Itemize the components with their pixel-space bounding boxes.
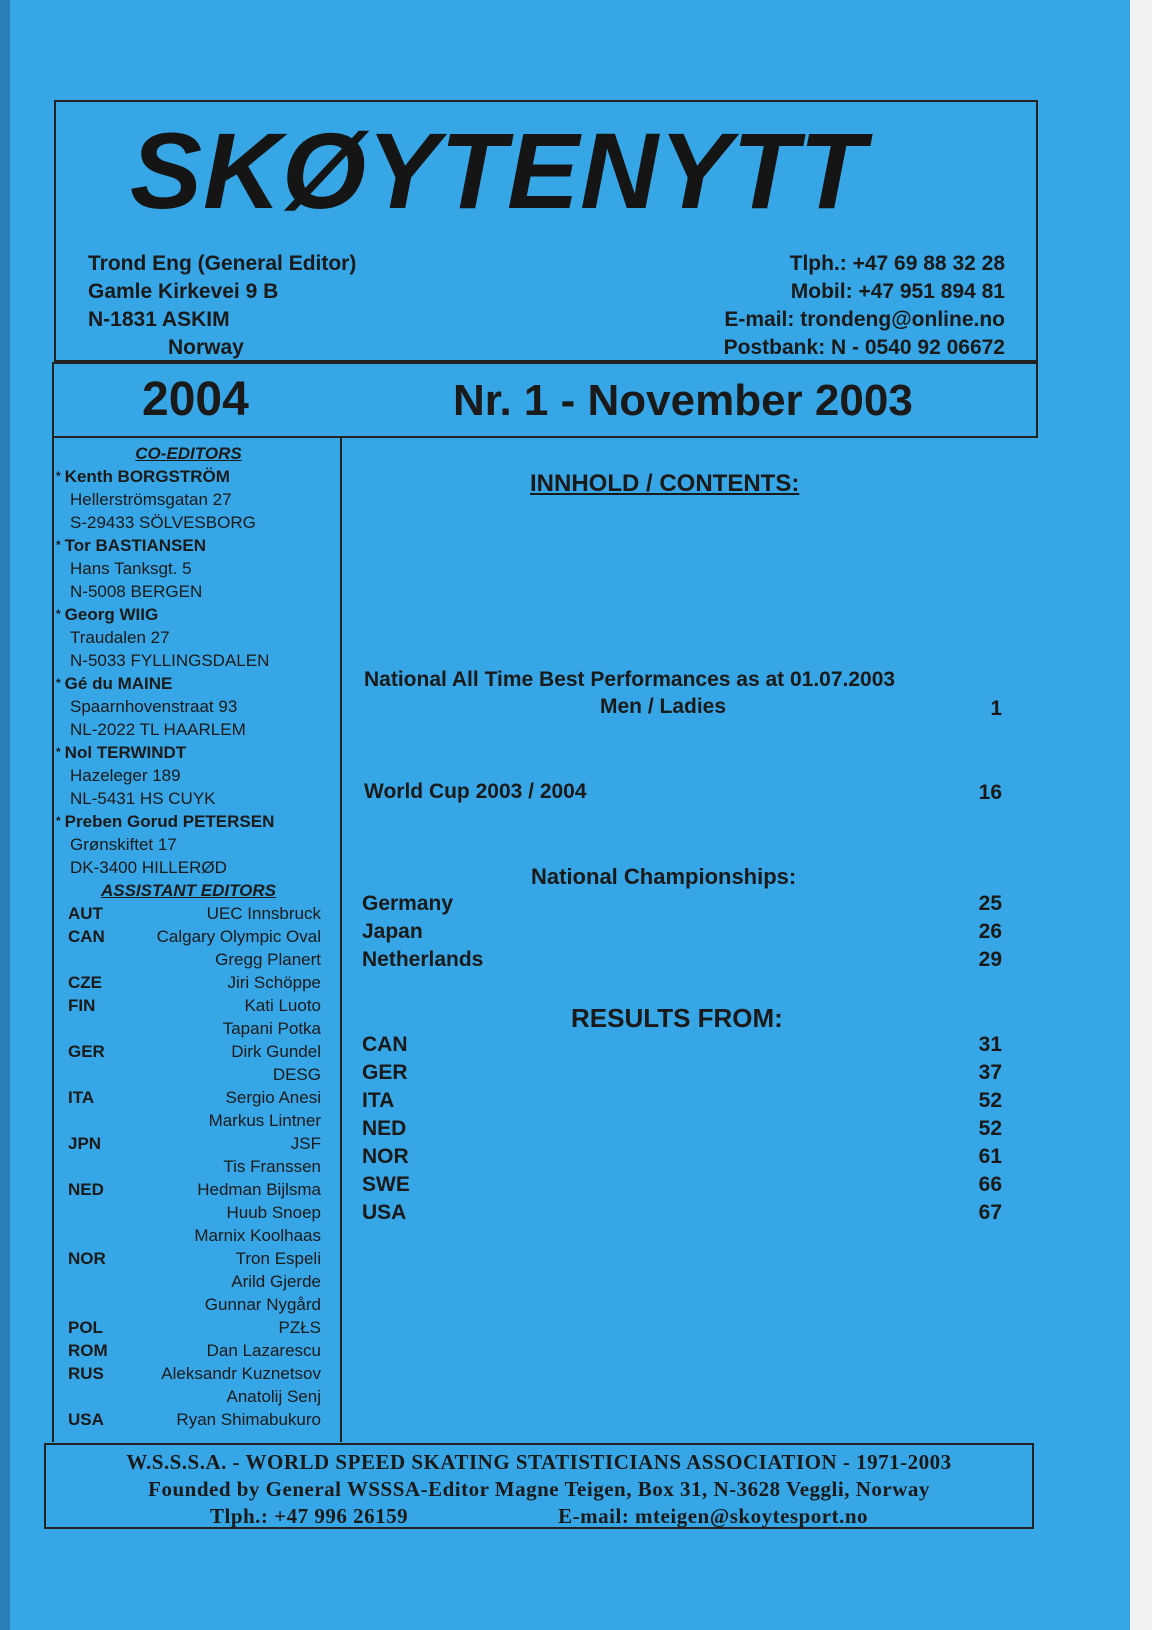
co-editor-city: S-29433 SÖLVESBORG [70, 513, 256, 532]
toc-page-number: 66 [978, 1173, 1002, 1196]
assistant-editor-name: Tis Franssen [223, 1157, 321, 1176]
assistant-editor-name: Ryan Shimabukuro [176, 1410, 321, 1429]
toc-page-number: 52 [978, 1117, 1002, 1140]
co-editor-street: Hellerströmsgatan 27 [70, 490, 232, 509]
editor-address [88, 250, 356, 362]
assistant-editor-row [56, 1247, 321, 1270]
co-editor-street: Hazeleger 189 [70, 766, 181, 785]
assistant-editor-row [56, 1063, 321, 1086]
assistant-editor-row [56, 1270, 321, 1293]
co-editor: * Georg WIIG Traudalen 27 N-5033 FYLLINGSDALEN [56, 603, 321, 672]
assistant-editor-name: Gregg Planert [215, 950, 321, 969]
co-editor-city: NL-2022 TL HAARLEM [70, 720, 246, 739]
assistant-editor-name: JSF [290, 1134, 321, 1153]
assistant-editor-name: Markus Lintner [208, 1111, 321, 1130]
assistant-editors-list [56, 902, 321, 1431]
co-editor: * Kenth BORGSTRÖM Hellerströmsgatan 27 S-29433 SÖLVESBORG [56, 465, 321, 534]
assistant-editor-name: DESG [272, 1065, 321, 1084]
assistant-editor-name: Aleksandr Kuznetsov [161, 1364, 321, 1383]
assistant-editor-name: Dan Lazarescu [206, 1341, 321, 1360]
assistant-editor-row [56, 902, 321, 925]
assistant-editor-name: Sergio Anesi [225, 1088, 321, 1107]
toc-label: Netherlands [362, 948, 484, 971]
toc-page-number: 61 [978, 1145, 1002, 1168]
assistant-editor-row [56, 1362, 321, 1385]
toc-page-number: 1 [990, 697, 1002, 720]
co-editor-street: Traudalen 27 [70, 628, 170, 647]
co-editor-city: N-5008 BERGEN [70, 582, 203, 601]
co-editor-name: Kenth BORGSTRÖM [64, 467, 230, 486]
toc-label: ITA [362, 1089, 395, 1112]
assistant-editor-row [56, 1155, 321, 1178]
toc-page-number: 25 [978, 892, 1002, 915]
country-code [56, 1385, 118, 1408]
toc-page-number: 16 [978, 781, 1002, 804]
co-editor-name: Nol TERWINDT [64, 743, 187, 762]
national-championships-heading: National Championships: [531, 864, 797, 889]
toc-row [362, 1145, 1002, 1173]
contact-postbank: Postbank: N - 0540 92 06672 [723, 336, 1005, 359]
co-editor-city: N-5033 FYLLINGSDALEN [70, 651, 270, 670]
co-editor-city: NL-5431 HS CUYK [70, 789, 216, 808]
country-code [56, 1155, 118, 1178]
country-code [56, 1224, 118, 1247]
assistant-editor-name: UEC Innsbruck [206, 904, 321, 923]
editor-street: Gamle Kirkevei 9 B [88, 280, 279, 303]
country-code: FIN [68, 996, 96, 1015]
country-code [56, 1293, 118, 1316]
assistant-editor-name: Jiri Schöppe [227, 973, 321, 992]
volume-year: 2004 [142, 373, 249, 426]
co-editors-heading: CO-EDITORS [135, 444, 242, 463]
co-editor-name: Preben Gorud PETERSEN [64, 812, 275, 831]
assistant-editor-row [56, 1109, 321, 1132]
toc-label: SWE [362, 1173, 410, 1196]
assistant-editor-name: Kati Luoto [244, 996, 321, 1015]
footer-founder: Founded by General WSSSA-Editor Magne Teigen, Box 31, N-3628 Veggli, Norway [148, 1477, 930, 1501]
editors-sidebar [56, 442, 321, 1431]
toc-page-number: 52 [978, 1089, 1002, 1112]
binding-edge [0, 0, 10, 1630]
footer-phone: Tlph.: +47 996 26159 [209, 1504, 409, 1528]
co-editor-street: Grønskiftet 17 [70, 835, 177, 854]
toc-row [362, 1033, 1002, 1061]
editor-name: Trond Eng (General Editor) [88, 252, 357, 275]
toc-page-number: 37 [978, 1061, 1002, 1084]
results-heading: RESULTS FROM: [571, 1003, 783, 1033]
assistant-editor-row [56, 1132, 321, 1155]
assistant-editor-row [56, 1201, 321, 1224]
assistant-editor-name: PZŁS [278, 1318, 321, 1337]
country-code: RUS [68, 1364, 104, 1383]
toc-row [362, 1173, 1002, 1201]
toc-label: NOR [362, 1145, 409, 1168]
assistant-editor-row [56, 925, 321, 948]
assistant-editor-name: Dirk Gundel [231, 1042, 321, 1061]
assistant-editor-name: Calgary Olympic Oval [156, 927, 321, 946]
country-code [56, 1063, 118, 1086]
assistant-editor-row [56, 1339, 321, 1362]
toc-entry-worldcup: World Cup 2003 / 2004 [364, 780, 587, 803]
assistant-editor-row [56, 1385, 321, 1408]
assistant-editor-name: Tron Espeli [235, 1249, 321, 1268]
toc-entry-atb-sub: Men / Ladies [600, 695, 727, 718]
toc-label: CAN [362, 1033, 408, 1056]
assistant-editor-name: Tapani Potka [222, 1019, 321, 1038]
co-editor: * Preben Gorud PETERSEN Grønskiftet 17 DK-3400 HILLERØD [56, 810, 321, 879]
country-code: POL [68, 1318, 103, 1337]
country-code: NOR [68, 1249, 106, 1268]
assistant-editor-name: Anatolij Senj [226, 1387, 321, 1406]
assistant-editor-name: Marnix Koolhaas [194, 1226, 321, 1245]
association-footer [44, 1449, 1034, 1530]
country-code [56, 1017, 118, 1040]
toc-row [362, 920, 1002, 948]
co-editor-street: Hans Tanksgt. 5 [70, 559, 192, 578]
footer-association: W.S.S.S.A. - WORLD SPEED SKATING STATISTICIANS ASSOCIATION - 1971-2003 [126, 1450, 952, 1474]
country-code [56, 1109, 118, 1132]
toc-row [362, 948, 1002, 976]
editor-city: N-1831 ASKIM [88, 308, 230, 331]
country-code [56, 1201, 118, 1224]
editor-contact [724, 250, 1005, 362]
country-code: CZE [68, 973, 102, 992]
toc-row [362, 892, 1002, 920]
country-code: AUT [68, 904, 103, 923]
contents-title: INNHOLD / CONTENTS: [530, 470, 800, 497]
toc-row [362, 1201, 1002, 1229]
assistant-editor-name: Arild Gjerde [231, 1272, 321, 1291]
footer-email: E-mail: mteigen@skoytesport.no [558, 1504, 868, 1528]
toc-page-number: 31 [978, 1033, 1002, 1056]
toc-label: NED [362, 1117, 407, 1140]
toc-row [362, 1061, 1002, 1089]
toc-row [362, 1117, 1002, 1145]
country-code: ITA [68, 1088, 95, 1107]
country-code: ROM [68, 1341, 108, 1360]
co-editor: * Tor BASTIANSEN Hans Tanksgt. 5 N-5008 BERGEN [56, 534, 321, 603]
masthead-title: SKØYTENYTT [130, 110, 867, 231]
co-editor: * Gé du MAINE Spaarnhovenstraat 93 NL-2022 TL HAARLEM [56, 672, 321, 741]
toc-label: USA [362, 1201, 407, 1224]
assistant-editor-row [56, 1224, 321, 1247]
assistant-editor-row [56, 1040, 321, 1063]
assistant-editor-name: Huub Snoep [226, 1203, 321, 1222]
assistant-editor-row [56, 1293, 321, 1316]
assistant-editor-row [56, 1316, 321, 1339]
country-code: USA [68, 1410, 104, 1429]
country-code: NED [68, 1180, 104, 1199]
toc-label: Germany [362, 892, 454, 915]
country-code [56, 1270, 118, 1293]
toc-page-number: 26 [978, 920, 1002, 943]
editor-country: Norway [168, 336, 244, 359]
co-editor-name: Tor BASTIANSEN [64, 536, 207, 555]
assistant-editor-row [56, 971, 321, 994]
co-editor-name: Gé du MAINE [64, 674, 173, 693]
co-editor-name: Georg WIIG [64, 605, 159, 624]
toc-row [362, 1089, 1002, 1117]
assistant-editor-row [56, 1017, 321, 1040]
contact-email: E-mail: trondeng@online.no [724, 308, 1005, 331]
co-editors-list [56, 465, 321, 879]
toc-label: Japan [362, 920, 423, 943]
toc-label: GER [362, 1061, 408, 1084]
toc-page-number: 67 [978, 1201, 1002, 1224]
assistant-editor-name: Hedman Bijlsma [197, 1180, 321, 1199]
issue-number: Nr. 1 - November 2003 [453, 376, 913, 425]
toc-entry-atb: National All Time Best Performances as at 01.07.2003 [364, 668, 896, 691]
assistant-editor-row [56, 948, 321, 971]
assistant-editor-name: Gunnar Nygård [204, 1295, 321, 1314]
co-editor: * Nol TERWINDT Hazeleger 189 NL-5431 HS CUYK [56, 741, 321, 810]
contact-phone: Tlph.: +47 69 88 32 28 [789, 252, 1005, 275]
assistant-editor-row [56, 1086, 321, 1109]
assistant-editor-row [56, 1408, 321, 1431]
assistant-editors-heading: ASSISTANT EDITORS [100, 881, 277, 900]
toc-page-number: 29 [978, 948, 1002, 971]
assistant-editor-row [56, 994, 321, 1017]
co-editor-street: Spaarnhovenstraat 93 [70, 697, 238, 716]
country-code [56, 948, 118, 971]
co-editor-city: DK-3400 HILLERØD [70, 858, 227, 877]
country-code: GER [68, 1042, 105, 1061]
country-code: CAN [68, 927, 105, 946]
country-code: JPN [68, 1134, 102, 1153]
contact-mobile: Mobil: +47 951 894 81 [790, 280, 1005, 303]
assistant-editor-row [56, 1178, 321, 1201]
